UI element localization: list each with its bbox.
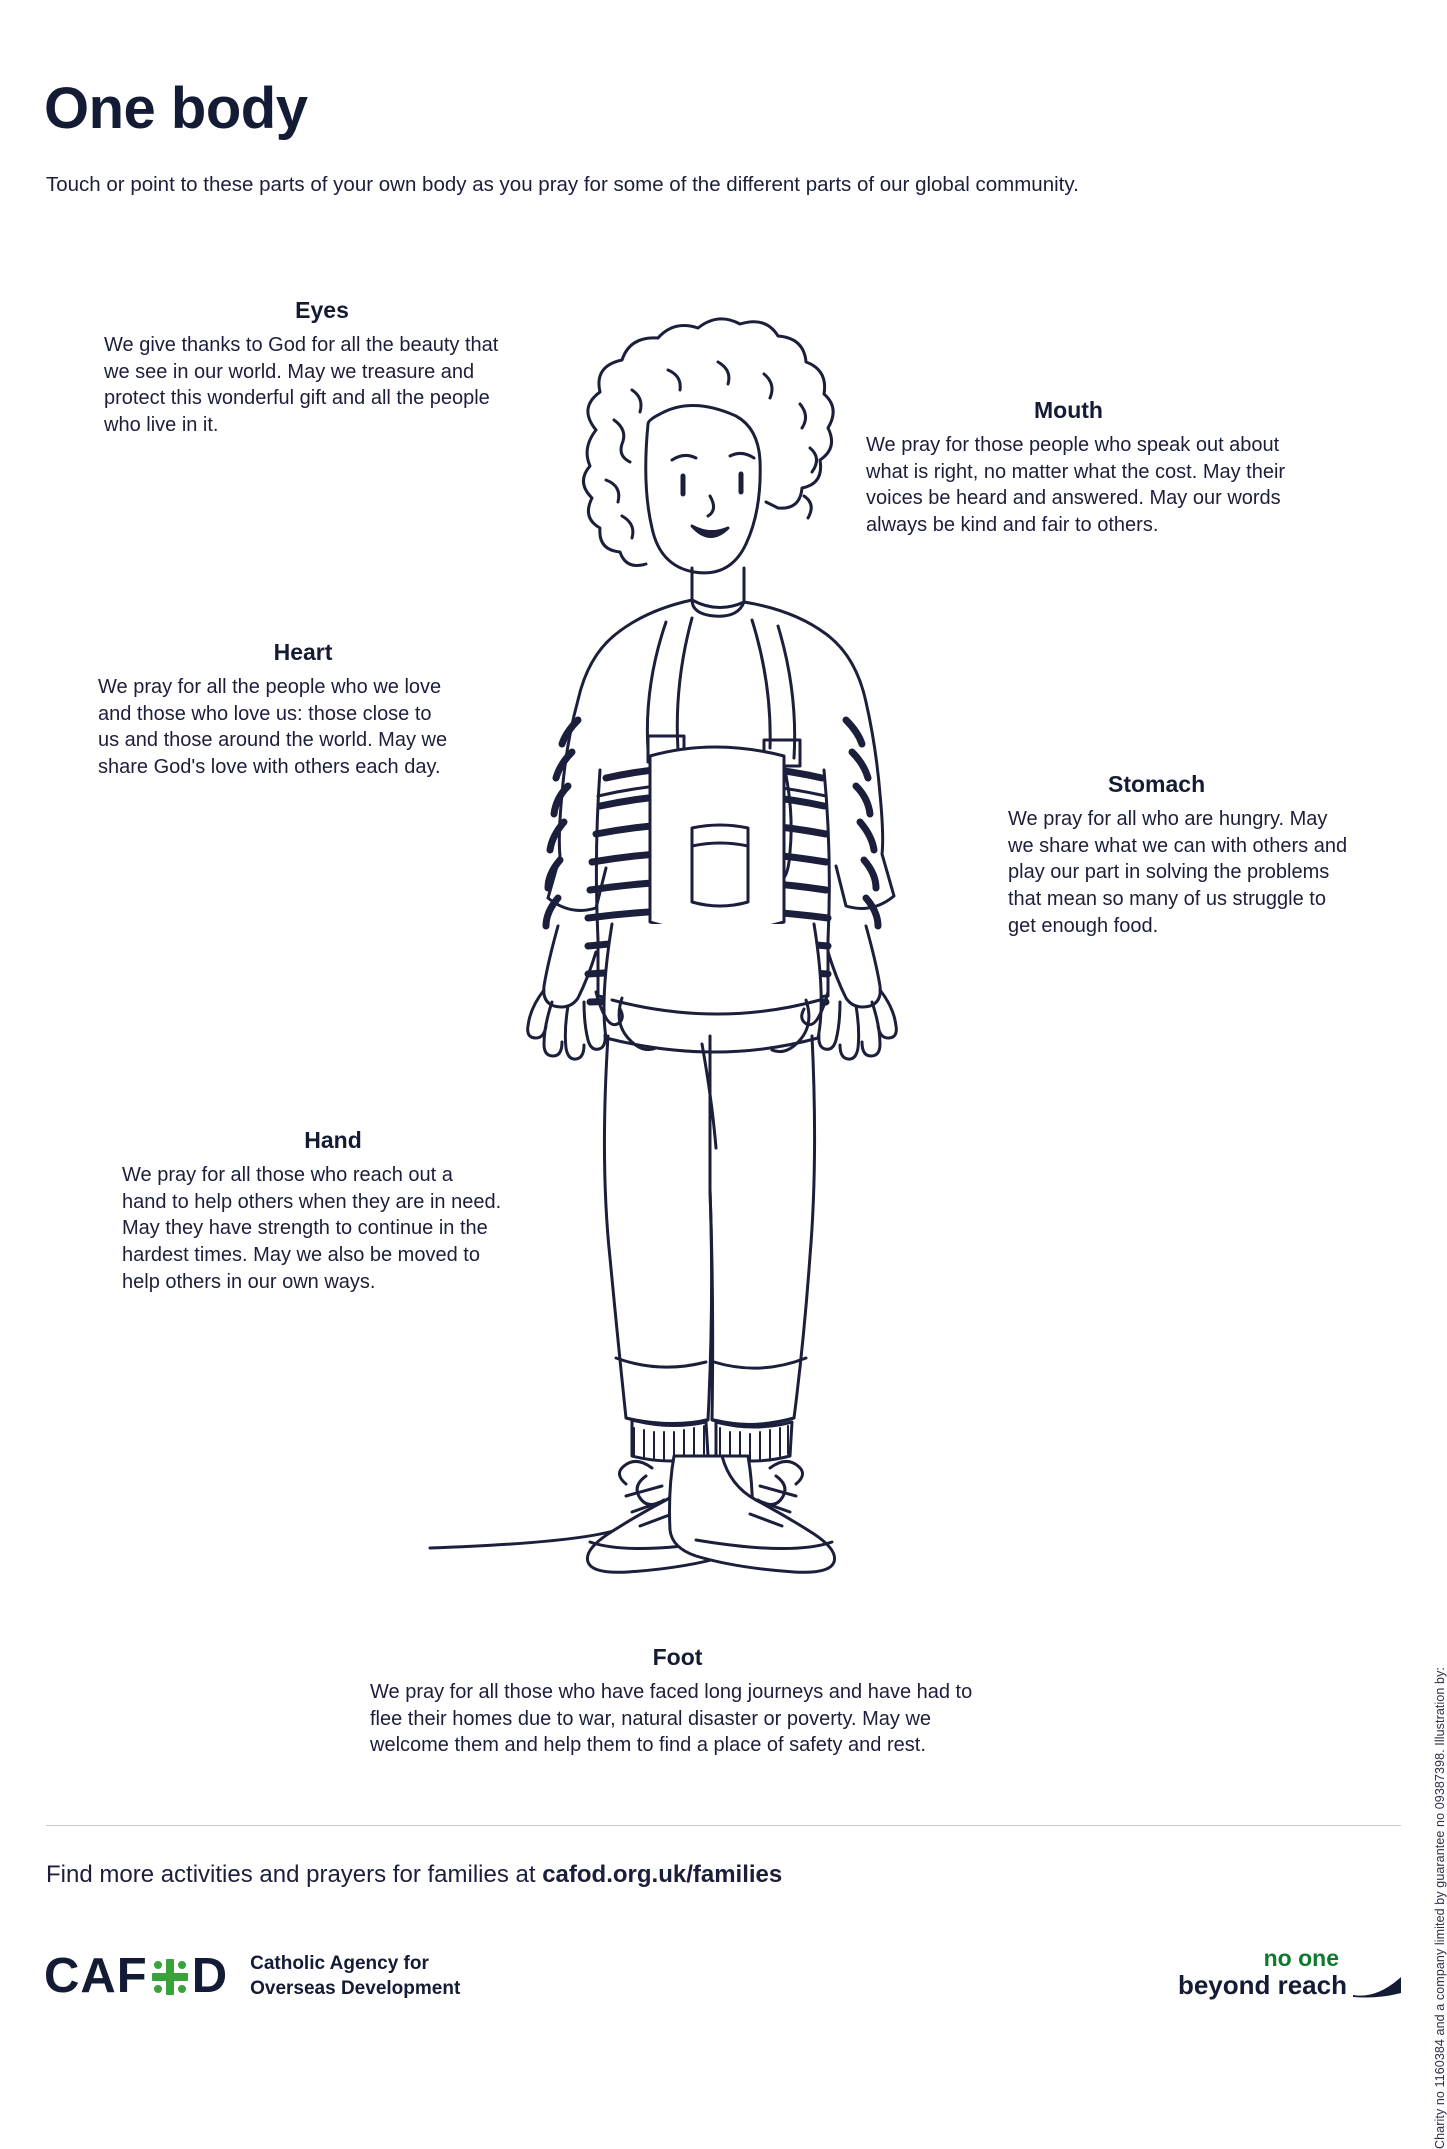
footer-cta-text: Find more activities and prayers for families at (46, 1861, 543, 1888)
prayer-block-stomach (1008, 772, 1358, 939)
footer-cta (46, 1861, 782, 1889)
prayer-text-eyes: We give thanks to God for all the beauty that we see in our world. May we treasure and protect this wonderful gift and all the people who live in it. (104, 334, 499, 437)
prayer-heading-mouth: Mouth (1034, 397, 1103, 423)
cafod-cross-icon (150, 1957, 190, 1997)
tagline-line2: beyond reach (1177, 1970, 1347, 2001)
legal-credit-vertical: Charity no 1160384 and a company limited by guarantee no 09387398. Illustration by: (1433, 1667, 1447, 2149)
cafod-strapline (250, 1952, 460, 2001)
cafod-wordmark-end: D (191, 1949, 229, 2003)
cafod-wordmark-start: CAF (44, 1949, 148, 2003)
cafod-logo (44, 1949, 461, 2003)
tagline-no-one-beyond-reach (1103, 1946, 1403, 1999)
prayer-text-heart: We pray for all the people who we love and those who love us: those close to us and those around the world. May we share God's love with others each day. (98, 676, 448, 779)
prayer-text-foot: We pray for all those who have faced long journeys and have had to flee their homes due to war, natural disaster or poverty. May we welcome them and help them to find a place of safety and rest. (370, 1681, 973, 1757)
page-title: One body (44, 75, 308, 141)
tagline-line1: no one (1263, 1945, 1339, 1971)
prayer-text-mouth: We pray for those people who speak out about what is right, no matter what the cost. May their voices be heard and answered. May our words always be kind and fair to others. (866, 434, 1286, 537)
prayer-text-stomach: We pray for all who are hungry. May we share what we can with others and play our part in solving the problems that mean so many of us struggle to get enough food. (1008, 808, 1348, 937)
prayer-heading-foot: Foot (652, 1644, 703, 1670)
prayer-heading-eyes: Eyes (295, 297, 349, 323)
page-subtitle: Touch or point to these parts of your own body as you pray for some of the different parts of our global community. (46, 172, 1079, 196)
prayer-heading-hand: Hand (304, 1127, 362, 1153)
prayer-text-hand: We pray for all those who reach out a hand to help others when they are in need. May they have strength to continue in the hardest times. May we also be moved to help others in our own ways. (122, 1164, 502, 1293)
swoosh-icon (1351, 1973, 1403, 1999)
footer-divider (46, 1825, 1401, 1826)
cafod-wordmark (44, 1949, 229, 2003)
prayer-heading-heart: Heart (273, 639, 333, 665)
footer-cta-link[interactable]: cafod.org.uk/families (542, 1861, 783, 1888)
cafod-strapline-line1: Catholic Agency for (250, 1953, 429, 1975)
prayer-heading-stomach: Stomach (1108, 771, 1206, 797)
cafod-strapline-line2: Overseas Development (250, 1977, 461, 1999)
child-illustration (400, 300, 980, 1630)
prayer-block-foot (370, 1645, 1020, 1759)
